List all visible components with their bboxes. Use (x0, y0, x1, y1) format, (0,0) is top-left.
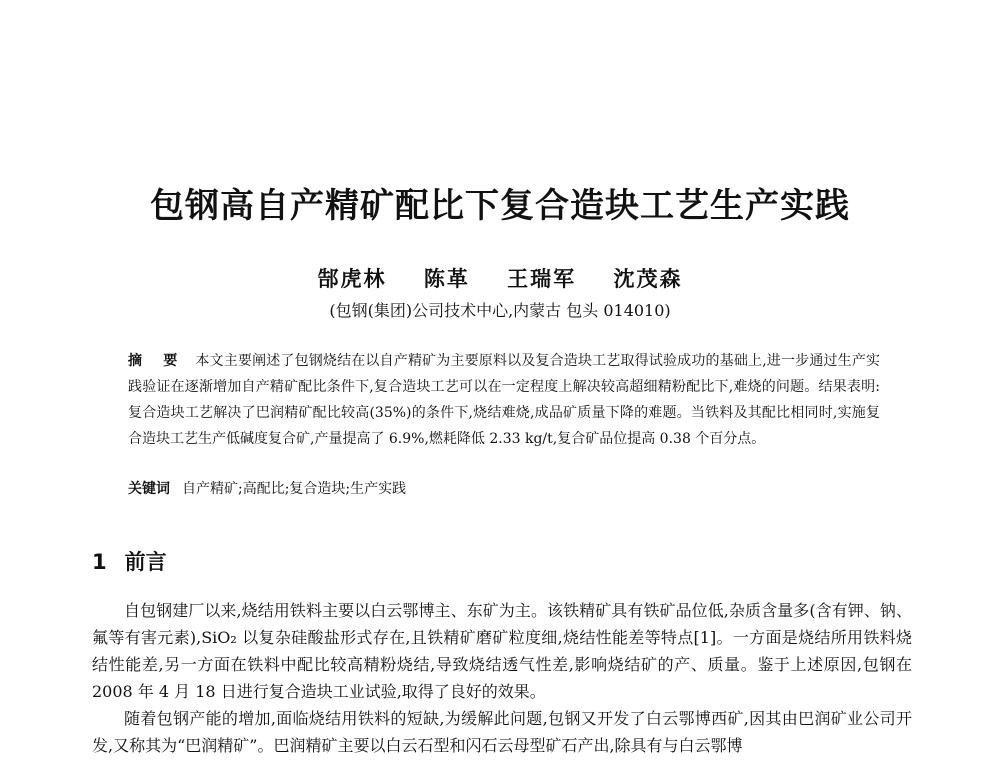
keywords (128, 478, 880, 500)
author-name: 王瑞军 (507, 266, 577, 291)
author-list (0, 263, 1000, 293)
affiliation: (包钢(集团)公司技术中心,内蒙古 包头 014010) (329, 301, 671, 320)
author-name: 陈革 (423, 266, 470, 291)
body-paragraph: 随着包钢产能的增加,面临烧结用铁料的短缺,为缓解此问题,包钢又开发了白云鄂博西矿,因其由巴润矿业公司开发,又称其为“巴润精矿”。巴润精矿主要以白云石型和闪石云母型矿石产出,除具有与白云鄂博 (92, 709, 912, 755)
author-name: 沈茂森 (613, 266, 683, 291)
body-paragraph: 自包钢建厂以来,烧结用铁料主要以白云鄂博主、东矿为主。该铁精矿具有铁矿品位低,杂质含量多(含有钾、钠、氟等有害元素),SiO₂ 以复杂硅酸盐形式存在,且铁精矿磨矿粒度细,烧结性能差等特点[1]。一方面是烧结所用铁料烧结性能差,另一方面在铁料中配比较高精粉烧结,导致烧结透气性差,影响烧结矿的产、质量。鉴于上述原因,包钢在 2008 年 4 月 18 日进行复合造块工业试验,取得了良好的效果。 (92, 601, 912, 701)
paper-title: 包钢高自产精矿配比下复合造块工艺生产实践 (150, 186, 850, 226)
keywords-text: 自产精矿;高配比;复合造块;生产实践 (182, 481, 407, 497)
keywords-label: 关键词 (128, 481, 170, 497)
section-title: 前言 (124, 550, 167, 574)
abstract-text: 本文主要阐述了包钢烧结在以自产精矿为主要原料以及复合造块工艺取得试验成功的基础上,进一步通过生产实践验证在逐渐增加自产精矿配比条件下,复合造块工艺可以在一定程度上解决较高超细精粉配比下,难烧的问题。结果表明:复合造块工艺解决了巴润精矿配比较高(35%)的条件下,烧结难烧,成品矿质量下降的难题。当铁料及其配比相同时,实施复合造块工艺生产低碱度复合矿,产量提高了 6.9%,燃耗降低 2.33 kg/t,复合矿品位提高 0.38 个百分点。 (128, 353, 880, 447)
section-number: 1 (92, 550, 107, 574)
abstract (128, 348, 880, 452)
section-heading (92, 546, 167, 576)
author-name: 郜虎林 (317, 266, 387, 291)
abstract-label: 摘 要 (128, 353, 186, 369)
section-body (92, 597, 912, 759)
